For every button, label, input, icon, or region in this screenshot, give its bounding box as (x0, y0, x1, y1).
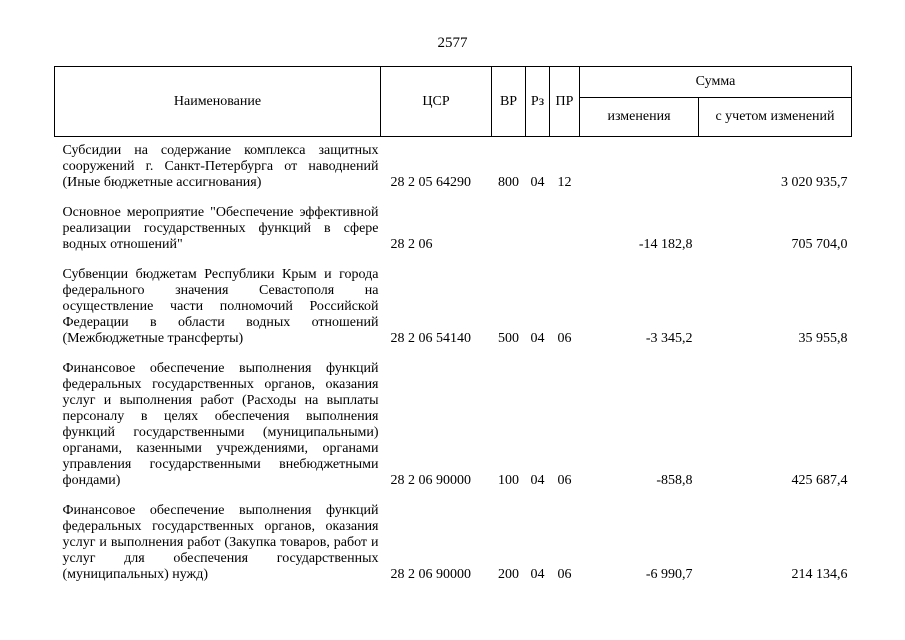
row-pr: 06 (557, 567, 572, 582)
header-rz: Рз (526, 67, 550, 137)
header-vr: ВР (492, 67, 526, 137)
row-vr: 100 (498, 473, 519, 488)
row-csr: 28 2 06 90000 (390, 567, 471, 582)
row-pr (550, 199, 580, 261)
row-with-changes: 425 687,4 (791, 473, 848, 488)
row-name: Субвенции бюджетам Республики Крым и города федерального значения Севастополя на осуществление части полномочий Российской Федерации в области водных отношений (Межбюджетные трансферты) (62, 267, 379, 346)
row-rz: 04 (530, 331, 545, 346)
row-vr (492, 199, 526, 261)
row-csr: 28 2 05 64290 (390, 175, 471, 190)
header-name: Наименование (55, 67, 381, 137)
table-row (55, 261, 852, 355)
row-changes (580, 137, 699, 200)
row-with-changes: 705 704,0 (791, 237, 848, 252)
table-row (55, 355, 852, 497)
row-name: Финансовое обеспечение выполнения функций федеральных государственных органов, оказания услуг и выполнения работ (Расходы на выплаты персоналу в целях обеспечения выполнения функций государственными (муниципальными) органами, казенными учреждениями, органами управления государственными внебюджетными фондами) (62, 361, 379, 488)
row-vr: 800 (498, 175, 519, 190)
row-with-changes: 35 955,8 (798, 331, 848, 346)
row-with-changes: 214 134,6 (791, 567, 848, 582)
row-with-changes: 3 020 935,7 (781, 175, 848, 190)
row-changes: -858,8 (656, 473, 693, 488)
row-pr: 12 (557, 175, 572, 190)
row-name: Финансовое обеспечение выполнения функций федеральных государственных органов, оказания услуг и выполнения работ (Закупка товаров, работ и услуг для обеспечения государственных (муниципальных) нужд) (62, 503, 379, 582)
table-row (55, 137, 852, 200)
row-vr: 500 (498, 331, 519, 346)
row-pr: 06 (557, 331, 572, 346)
row-changes: -14 182,8 (638, 237, 693, 252)
header-sum: Сумма (580, 67, 852, 98)
row-rz: 04 (530, 175, 545, 190)
page-number: 2577 (437, 35, 468, 51)
header-csr: ЦСР (381, 67, 492, 137)
header-changes: изменения (580, 98, 699, 137)
row-rz: 04 (530, 567, 545, 582)
header-with-changes: с учетом изменений (699, 98, 852, 137)
table-row (55, 497, 852, 591)
table-header (55, 67, 852, 137)
row-csr: 28 2 06 90000 (390, 473, 471, 488)
row-changes: -3 345,2 (645, 331, 693, 346)
row-name: Субсидии на содержание комплекса защитных сооружений г. Санкт-Петербурга от наводнений (Иные бюджетные ассигнования) (62, 143, 379, 190)
row-csr: 28 2 06 54140 (390, 331, 471, 346)
row-csr: 28 2 06 (390, 237, 433, 252)
budget-table (54, 66, 852, 591)
row-pr: 06 (557, 473, 572, 488)
row-name: Основное мероприятие "Обеспечение эффективной реализации государственных функций в сфере водных отношений" (62, 205, 379, 252)
table-row (55, 199, 852, 261)
row-rz: 04 (530, 473, 545, 488)
row-changes: -6 990,7 (645, 567, 693, 582)
row-rz (526, 199, 550, 261)
row-vr: 200 (498, 567, 519, 582)
header-pr: ПР (550, 67, 580, 137)
